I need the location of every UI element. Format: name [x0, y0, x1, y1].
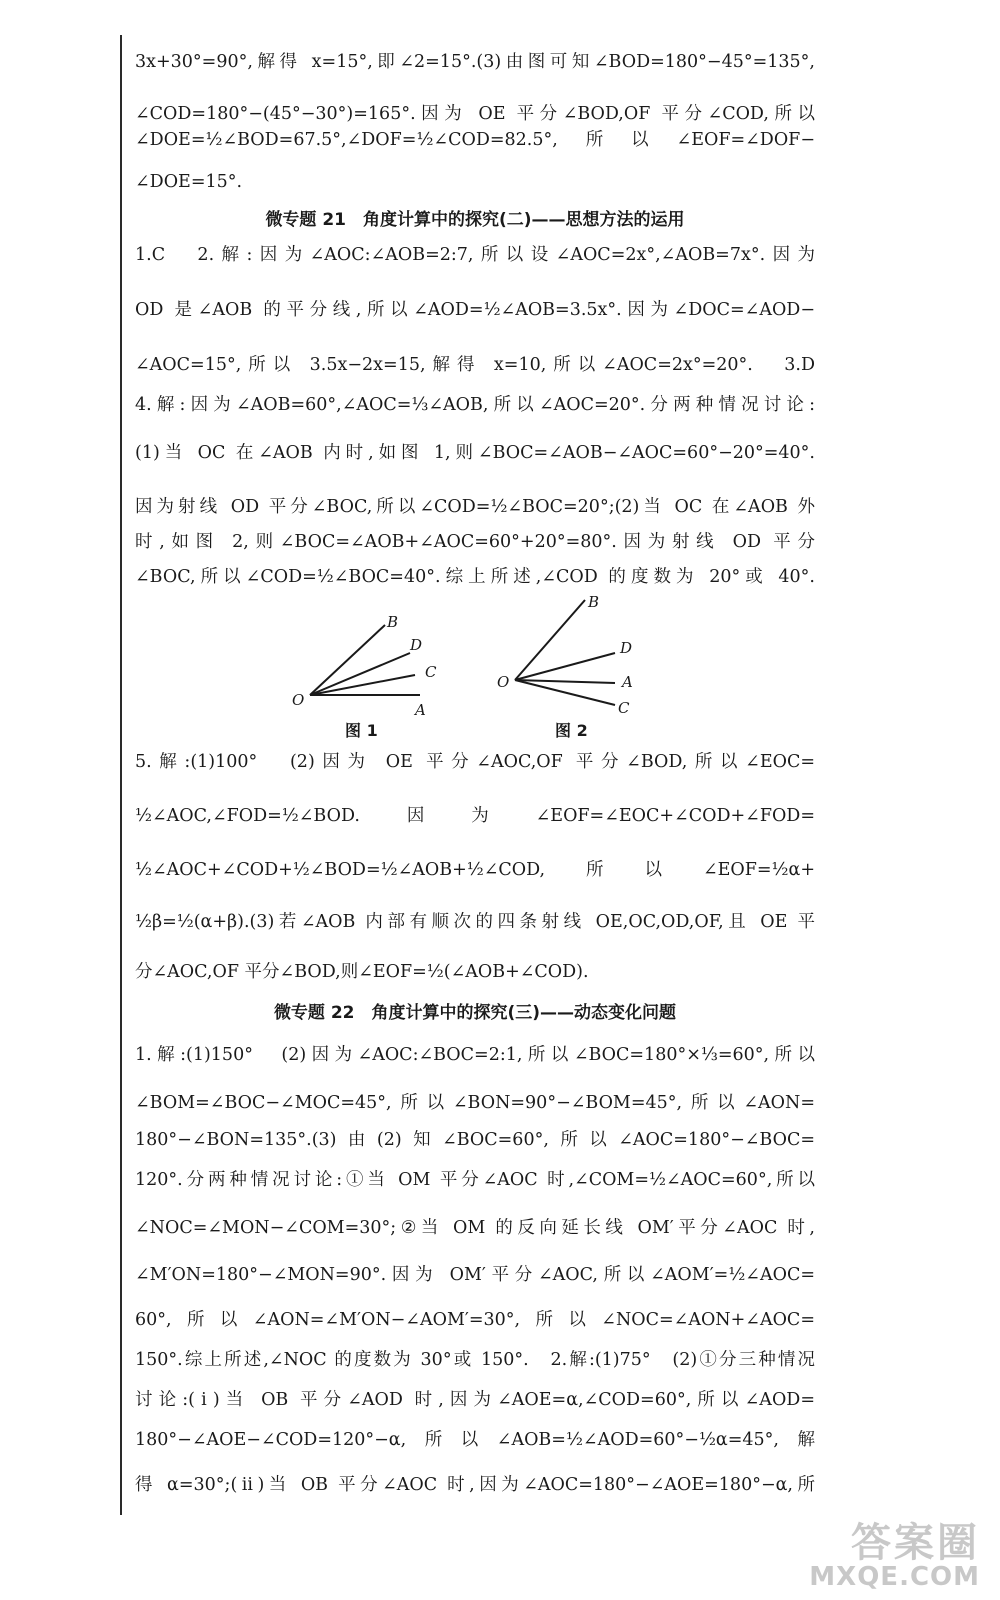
fig2-label-a: A — [622, 673, 633, 691]
text-line: 180°−∠BON=135°.(3)由(2)知∠BOC=60°,所以∠AOC=180°−∠BOC= — [135, 1130, 815, 1150]
fig2-label-d: D — [620, 639, 633, 657]
text-line: ∠BOC,所以∠COD=½∠BOC=40°.综上所述,∠COD 的度数为 20°或 40°. — [135, 567, 815, 587]
fig1-label-d: D — [410, 636, 423, 654]
watermark-logo-text: 答案圈 — [851, 1520, 980, 1566]
fig1-label-c: C — [425, 663, 437, 681]
fig2-label-o: O — [497, 673, 510, 691]
fig1-label-o: O — [292, 691, 305, 709]
text-line: 5.解:(1)100° (2)因为 OE 平分∠AOC,OF 平分∠BOD,所以∠EOC= — [135, 752, 815, 772]
text-line: ∠DOE=15°. — [135, 172, 243, 192]
text-line: ∠BOM=∠BOC−∠MOC=45°,所以∠BON=90°−∠BOM=45°,所以∠AON= — [135, 1093, 815, 1113]
figure-1-caption: 图 1 — [345, 721, 378, 740]
fig1-label-b: B — [387, 613, 399, 631]
text-line: 得 α=30°;(ⅱ)当 OB 平分∠AOC 时,因为∠AOC=180°−∠AOE=180°−α,所 — [135, 1475, 815, 1495]
text-line: 时,如图 2,则∠BOC=∠AOB+∠AOC=60°+20°=80°.因为射线 OD 平分 — [135, 532, 815, 552]
text-line: ∠M′ON=180°−∠MON=90°.因为 OM′平分∠AOC,所以∠AOM′=½∠AOC= — [135, 1265, 815, 1285]
text-line: 150°.综上所述,∠NOC 的度数为 30°或 150°. 2.解:(1)75° (2)①分三种情况 — [135, 1350, 815, 1370]
text-line: ∠COD=180°−(45°−30°)=165°.因为 OE 平分∠BOD,OF 平分∠COD,所以 — [135, 104, 815, 124]
text-line: 讨论:(ⅰ)当 OB 平分∠AOD 时,因为∠AOE=α,∠COD=60°,所以∠AOD= — [135, 1390, 815, 1410]
text-line: 3x+30°=90°,解得 x=15°,即∠2=15°.(3)由图可知∠BOD=180°−45°=135°, — [135, 52, 815, 72]
text-line: ∠NOC=∠MON−∠COM=30°;②当 OM 的反向延长线 OM′平分∠AOC 时, — [135, 1218, 815, 1238]
text-line: ½∠AOC,∠FOD=½∠BOD.因为∠EOF=∠EOC+∠COD+∠FOD= — [135, 806, 815, 826]
fig1-label-a: A — [415, 701, 426, 719]
figure-2 — [515, 600, 615, 705]
text-line: ∠AOC=15°,所以 3.5x−2x=15,解得 x=10,所以∠AOC=2x°=20°. 3.D — [135, 355, 815, 375]
figure-2-caption: 图 2 — [555, 721, 588, 740]
text-line: ½β=½(α+β).(3)若∠AOB 内部有顺次的四条射线 OE,OC,OD,OF,且 OE 平 — [135, 912, 815, 932]
text-line: 分∠AOC,OF 平分∠BOD,则∠EOF=½(∠AOB+∠COD). — [135, 962, 589, 982]
text-line: 1.解:(1)150° (2)因为∠AOC:∠BOC=2:1,所以∠BOC=180°×⅓=60°,所以 — [135, 1045, 815, 1065]
figure-1 — [310, 625, 423, 695]
section-heading: 微专题 22 角度计算中的探究(三)——动态变化问题 — [273, 1003, 677, 1023]
watermark-url: MXQE.COM — [809, 1562, 980, 1592]
fig2-label-c: C — [618, 699, 630, 717]
page-margin-rule — [120, 35, 122, 1515]
text-line: 因为射线 OD 平分∠BOC,所以∠COD=½∠BOC=20°;(2)当 OC 在∠AOB 外 — [135, 497, 815, 517]
text-line: ∠DOE=½∠BOD=67.5°,∠DOF=½∠COD=82.5°,所以∠EOF=∠DOF− — [135, 130, 815, 150]
section-heading: 微专题 21 角度计算中的探究(二)——思想方法的运用 — [265, 210, 685, 230]
text-line: 60°,所以∠AON=∠M′ON−∠AOM′=30°,所以∠NOC=∠AON+∠AOC= — [135, 1310, 815, 1330]
text-line: 4.解:因为∠AOB=60°,∠AOC=⅓∠AOB,所以∠AOC=20°.分两种情况讨论: — [135, 395, 815, 415]
site-watermark — [809, 1511, 980, 1592]
text-line: ½∠AOC+∠COD+½∠BOD=½∠AOB+½∠COD,所以∠EOF=½α+ — [135, 860, 815, 880]
text-line: 1.C 2.解:因为∠AOC:∠AOB=2:7,所以设∠AOC=2x°,∠AOB=7x°.因为 — [135, 245, 815, 265]
fig2-label-b: B — [588, 595, 600, 611]
text-line: OD 是∠AOB 的平分线,所以∠AOD=½∠AOB=3.5x°.因为∠DOC=∠AOD− — [135, 300, 815, 320]
text-line: 180°−∠AOE−∠COD=120°−α,所以∠AOB=½∠AOD=60°−½α=45°,解 — [135, 1430, 815, 1450]
text-line: 120°.分两种情况讨论:①当 OM 平分∠AOC 时,∠COM=½∠AOC=60°,所以 — [135, 1170, 815, 1190]
text-line: (1)当 OC 在∠AOB 内时,如图 1,则∠BOC=∠AOB−∠AOC=60°−20°=40°. — [135, 443, 815, 463]
